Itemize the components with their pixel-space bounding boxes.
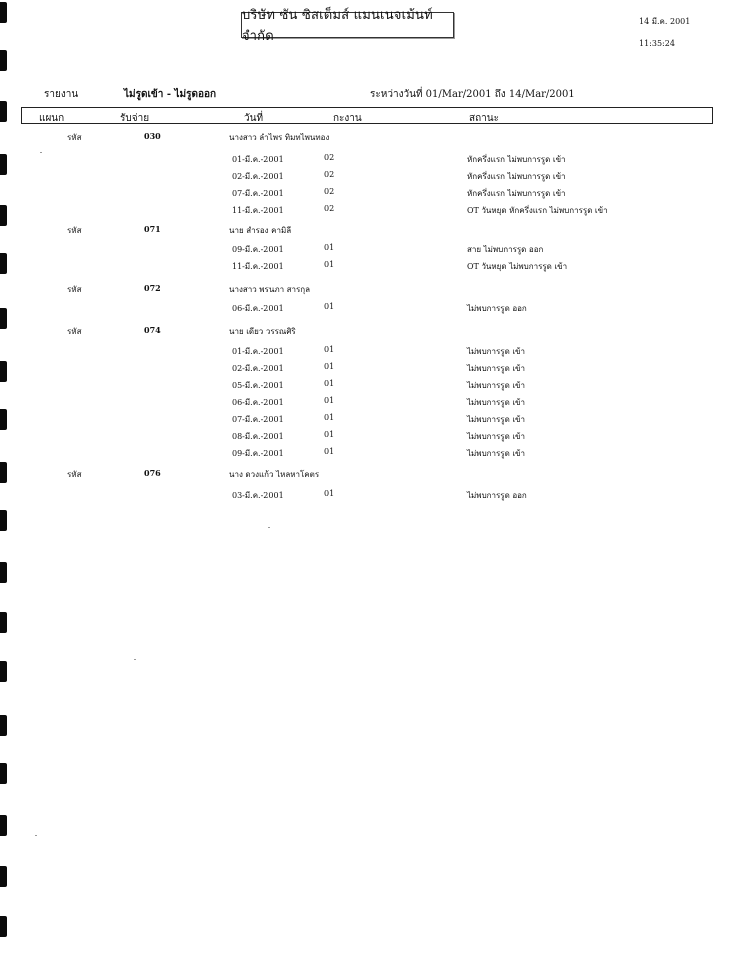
binder-hole [0,916,7,937]
row-date: 11-มี.ค.-2001 [232,262,284,271]
row-status: OT วันหยุด หักครึ่งแรก ไม่พบการรูด เข้า [467,206,608,215]
binder-hole [0,815,7,836]
row-shift: 01 [324,362,335,371]
col-dept: แผนก [39,113,65,124]
scan-speck [134,659,136,660]
row-shift: 01 [324,302,335,311]
employee-code: 076 [144,468,161,478]
row-shift: 01 [324,430,335,439]
binder-hole [0,866,7,887]
binder-hole [0,715,7,736]
binder-hole [0,361,7,382]
row-date: 07-มี.ค.-2001 [232,189,284,198]
binder-hole [0,50,7,71]
row-date: 09-มี.ค.-2001 [232,245,284,254]
report-label: รายงาน [44,89,79,100]
row-date: 08-มี.ค.-2001 [232,432,284,441]
binder-hole [0,154,7,175]
employee-code: 030 [144,131,161,141]
row-date: 09-มี.ค.-2001 [232,449,284,458]
binder-hole [0,308,7,329]
employee-name: นาง ดวงแก้ว ไหลหาโคตร [229,470,320,479]
row-status: ไม่พบการรูด เข้า [467,449,526,458]
row-status: สาย ไม่พบการรูด ออก [467,245,544,254]
employee-name: นางสาว ลำไพร ทิมทไพนทอง [229,133,330,142]
binder-hole [0,2,7,23]
col-date: วันที่ [244,113,264,124]
row-date: 02-มี.ค.-2001 [232,364,284,373]
row-status: ไม่พบการรูด ออก [467,491,527,500]
employee-code: 074 [144,325,161,335]
employee-code: 072 [144,283,161,293]
binder-hole [0,612,7,633]
row-shift: 01 [324,447,335,456]
row-date: 11-มี.ค.-2001 [232,206,284,215]
binder-hole [0,763,7,784]
row-status: หักครึ่งแรก ไม่พบการรูด เข้า [467,155,566,164]
row-date: 05-มี.ค.-2001 [232,381,284,390]
binder-hole [0,253,7,274]
row-shift: 02 [324,153,335,162]
employee-name: นางสาว พรนภา สารกุล [229,285,311,294]
employee-name: นาย เดียว วรรณศิริ [229,327,296,336]
row-shift: 01 [324,396,335,405]
row-status: ไม่พบการรูด เข้า [467,432,526,441]
row-shift: 02 [324,170,335,179]
row-date: 03-มี.ค.-2001 [232,491,284,500]
col-payee: รับจ่าย [120,113,150,124]
print-time: 11:35:24 [639,39,675,48]
scan-speck [40,152,42,153]
binder-hole [0,661,7,682]
row-date: 06-มี.ค.-2001 [232,398,284,407]
scan-speck [268,527,270,528]
row-status: OT วันหยุด ไม่พบการรูด เข้า [467,262,568,271]
row-shift: 01 [324,243,335,252]
report-name: ไม่รูดเข้า - ไม่รูดออก [124,89,217,100]
col-shift: กะงาน [333,113,362,124]
binder-hole [0,510,7,531]
row-shift: 01 [324,345,335,354]
report-period: ระหว่างวันที่ 01/Mar/2001 ถึง 14/Mar/2001 [370,89,575,100]
binder-hole [0,205,7,226]
row-status: ไม่พบการรูด เข้า [467,347,526,356]
row-status: ไม่พบการรูด เข้า [467,415,526,424]
row-date: 01-มี.ค.-2001 [232,155,284,164]
employee-code-label: รหัส [67,285,82,294]
row-shift: 02 [324,204,335,213]
company-name: บริษัท ซัน ซิสเต็มส์ แมนเนจเม้นท์ จำกัด [242,8,433,44]
col-status: สถานะ [469,113,499,124]
row-date: 01-มี.ค.-2001 [232,347,284,356]
row-date: 06-มี.ค.-2001 [232,304,284,313]
column-header-bar [21,107,713,124]
row-date: 07-มี.ค.-2001 [232,415,284,424]
row-status: หักครึ่งแรก ไม่พบการรูด เข้า [467,189,566,198]
row-status: ไม่พบการรูด เข้า [467,381,526,390]
binder-hole [0,409,7,430]
row-date: 02-มี.ค.-2001 [232,172,284,181]
row-shift: 01 [324,379,335,388]
row-shift: 01 [324,260,335,269]
row-shift: 01 [324,489,335,498]
row-status: ไม่พบการรูด เข้า [467,398,526,407]
company-title-box [241,8,454,44]
scan-speck [35,835,37,836]
print-date: 14 มี.ค. 2001 [639,17,691,26]
row-shift: 02 [324,187,335,196]
binder-hole [0,101,7,122]
employee-code-label: รหัส [67,133,82,142]
employee-code: 071 [144,224,161,234]
row-status: ไม่พบการรูด เข้า [467,364,526,373]
row-status: หักครึ่งแรก ไม่พบการรูด เข้า [467,172,566,181]
employee-name: นาย สำรอง คามิลี [229,226,292,235]
binder-hole [0,562,7,583]
row-shift: 01 [324,413,335,422]
binder-hole [0,462,7,483]
employee-code-label: รหัส [67,327,82,336]
employee-code-label: รหัส [67,470,82,479]
employee-code-label: รหัส [67,226,82,235]
row-status: ไม่พบการรูด ออก [467,304,527,313]
